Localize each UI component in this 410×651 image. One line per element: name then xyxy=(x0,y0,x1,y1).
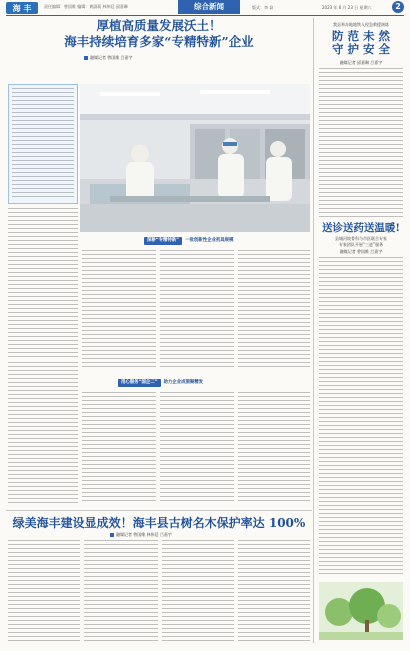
left-text-column xyxy=(8,208,78,358)
right-subtitle-line-1: 县城河坡骨科与市医联合专家 xyxy=(335,236,387,241)
text-block xyxy=(238,540,310,644)
byline-text: 融媒记者 曾国维 吕嘉宇 xyxy=(90,55,133,60)
bottom-text-column-2 xyxy=(84,540,158,644)
subhead-2-tag: 用心服务“国企二” xyxy=(118,379,161,387)
text-block xyxy=(160,392,234,504)
text-block xyxy=(84,540,158,644)
intro-box xyxy=(8,84,78,204)
text-block xyxy=(319,257,403,577)
editor-info: 责任编辑：曾国维 编辑：黄淑莉 林伟廷 邱嘉琳 xyxy=(44,4,128,9)
right-title-line-2: 守 护 安 全 xyxy=(331,42,390,56)
tree-illustration xyxy=(319,582,403,640)
text-column-7 xyxy=(160,392,234,504)
header-rule xyxy=(6,15,404,16)
byline-marker-icon xyxy=(84,56,88,60)
text-block xyxy=(82,392,156,504)
intro-text-block xyxy=(12,88,74,200)
text-block xyxy=(238,250,310,370)
text-block xyxy=(8,208,78,358)
right-byline-1: 融媒记者 邱嘉琳 吕嘉宇 xyxy=(339,60,383,65)
subhead-1-text: 一批创新性企业初具规模 xyxy=(185,238,234,243)
text-column-5 xyxy=(8,362,78,504)
right-text-block-1 xyxy=(319,68,403,218)
main-headline xyxy=(6,18,312,50)
layout-editor: 版式：李 苡 xyxy=(252,5,274,10)
right-column-rule xyxy=(313,18,314,643)
right-title-line-1: 防 范 未 然 xyxy=(331,29,390,43)
bottom-headline: 绿美海丰建设显成效！海丰县古树名木保护率达 100% xyxy=(12,516,306,530)
bottom-text-column-3 xyxy=(162,540,234,644)
text-block xyxy=(238,392,310,504)
text-block xyxy=(160,250,234,370)
headline-line-2: 海丰持续培育多家“专精特新”企业 xyxy=(64,34,254,49)
text-block xyxy=(82,250,156,370)
section-tab: 综合新闻 xyxy=(178,0,240,14)
headline-line-1: 厚植高质量发展沃土！ xyxy=(96,18,222,33)
page-header xyxy=(0,0,410,16)
text-block xyxy=(319,68,403,218)
text-column-3 xyxy=(160,250,234,370)
text-block xyxy=(8,362,78,504)
byline-text: 融媒记者 曾国维 林伟廷 吕嘉宇 xyxy=(116,532,172,537)
right-byline-2: 融媒记者 曾国维 吕嘉宇 xyxy=(339,249,383,254)
text-block xyxy=(8,540,80,644)
subhead-2 xyxy=(118,378,203,388)
right-title-3: 送诊送药送温暖! xyxy=(321,222,401,234)
masthead-logo: 海 丰 xyxy=(6,2,38,14)
bottom-section-rule xyxy=(6,510,312,511)
subhead-1 xyxy=(144,236,233,246)
subhead-1-tag: 深耕“专精特新” xyxy=(144,237,182,245)
right-text-block-2 xyxy=(319,257,403,577)
right-kicker: 我县举办地地铁入侵急救援演练 xyxy=(333,22,389,27)
bottom-text-column-4 xyxy=(238,540,310,644)
main-byline xyxy=(84,55,133,61)
text-column-2 xyxy=(82,250,156,370)
page-number-badge: 2 xyxy=(392,1,404,13)
text-column-6 xyxy=(82,392,156,504)
text-column-4 xyxy=(238,250,310,370)
byline-marker-icon xyxy=(110,533,114,537)
bottom-byline xyxy=(110,532,172,538)
factory-photo xyxy=(80,84,310,232)
factory-photo-image xyxy=(80,84,310,232)
subhead-2-text: 助力企业成围聚精发 xyxy=(163,380,204,385)
issue-date: 2023 年 6 月 23 日 星期六 xyxy=(322,5,372,10)
bottom-text-column-1 xyxy=(8,540,80,644)
right-subtitle-line-2: 专家团队开展“三进”服务 xyxy=(338,242,384,247)
text-block xyxy=(162,540,234,644)
green-promo-image xyxy=(319,582,403,640)
text-column-8 xyxy=(238,392,310,504)
